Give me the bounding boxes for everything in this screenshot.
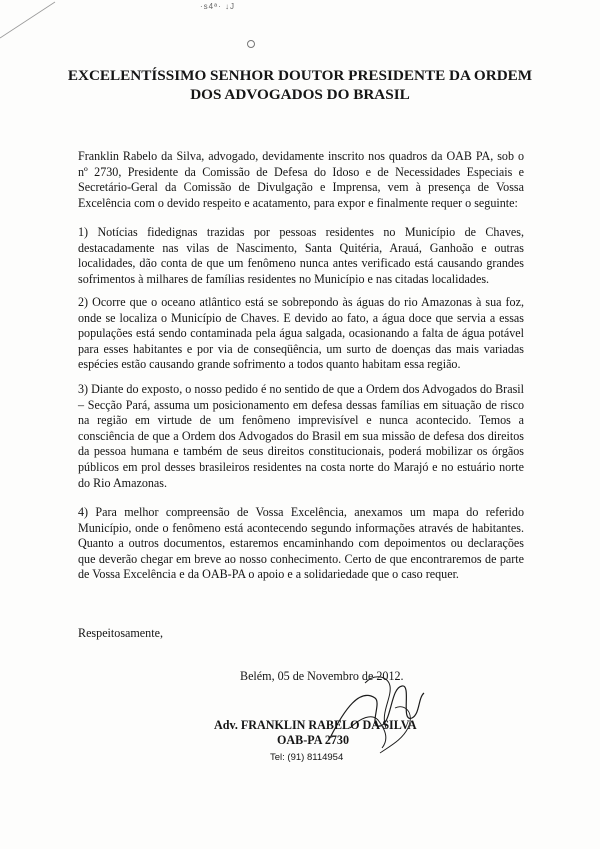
paragraph-2: 2) Ocorre que o oceano atlântico está se sobrepondo às águas do rio Amazonas à sua foz, onde se localiza o Município de Chaves. E devido ao fato, a água doce que servia a essas populações está sendo contaminada pela água salgada, ocasionando a falta de água potável para esses habitantes e por via de conseqüência, um surto de doenças das mais variadas espécies estão causando grande sofrimento a todos quanto habitam essa região. xyxy=(78,295,524,372)
scan-top-mark: ·s4ª· ↓J xyxy=(200,2,235,11)
document-title xyxy=(40,66,560,104)
signer-name: Adv. FRANKLIN RABELO DA SILVA xyxy=(214,718,417,732)
signer-phone: Tel: (91) 8114954 xyxy=(270,752,344,763)
signature-date: Belém, 05 de Novembro de 2012. xyxy=(240,669,404,683)
intro-paragraph: Franklin Rabelo da Silva, advogado, devidamente inscrito nos quadros da OAB PA, sob o nº 2730, Presidente da Comissão de Defesa do Idoso e de Necessidades Especiais e Secretário-Geral da Comissão de Divulgação e Imprensa, vem à presença de Vossa Excelência com o devido respeito e acatamento, para expor e finalmente requer o seguinte: xyxy=(78,149,524,210)
title-line: EXCELENTÍSSIMO SENHOR DOUTOR PRESIDENTE DA ORDEM xyxy=(67,67,533,84)
punch-hole-mark xyxy=(247,40,255,48)
signer-registration: OAB-PA 2730 xyxy=(277,733,350,747)
paragraph-1: 1) Notícias fidedignas trazidas por pessoas residentes no Município de Chaves, destacadamente nas vilas de Nascimento, Santa Quitéria, Arauá, Ganhoão e outras localidades, dão conta de que um fenômeno nunca antes verificado está causando grandes sofrimentos à milhares de famílias residentes no Município e nas citadas localidades. xyxy=(78,225,524,286)
paragraph-3: 3) Diante do exposto, o nosso pedido é no sentido de que a Ordem dos Advogados do Brasil – Secção Pará, assuma um posicionamento em defesa dessas famílias em situação de risco na região em virtude de um fenômeno imprevisível e nunca acontecido. Temos a consciência de que a Ordem dos Advogados do Brasil em sua missão de defesa dos direitos da pessoa humana e também de seus direitos constitucionais, poderá mobilizar os órgãos públicos em prol desses brasileiros residentes na costa norte do Marajó e no estuário norte do Rio Amazonas. xyxy=(78,382,524,490)
paragraph-4: 4) Para melhor compreensão de Vossa Excelência, anexamos um mapa do referido Município, onde o fenômeno está acontecendo segundo informações através de habitantes. Quanto a outros documentos, estaremos encaminhando com depoimentos ou declarações que deverão chegar em breve ao nosso conhecimento. Certo de que encontraremos de parte de Vossa Excelência e da OAB-PA o apoio e a solidariedade que o caso requer. xyxy=(78,505,524,582)
title-line: DOS ADVOGADOS DO BRASIL xyxy=(190,86,410,103)
closing-salutation: Respeitosamente, xyxy=(78,626,163,640)
scan-fold-mark xyxy=(0,0,60,45)
